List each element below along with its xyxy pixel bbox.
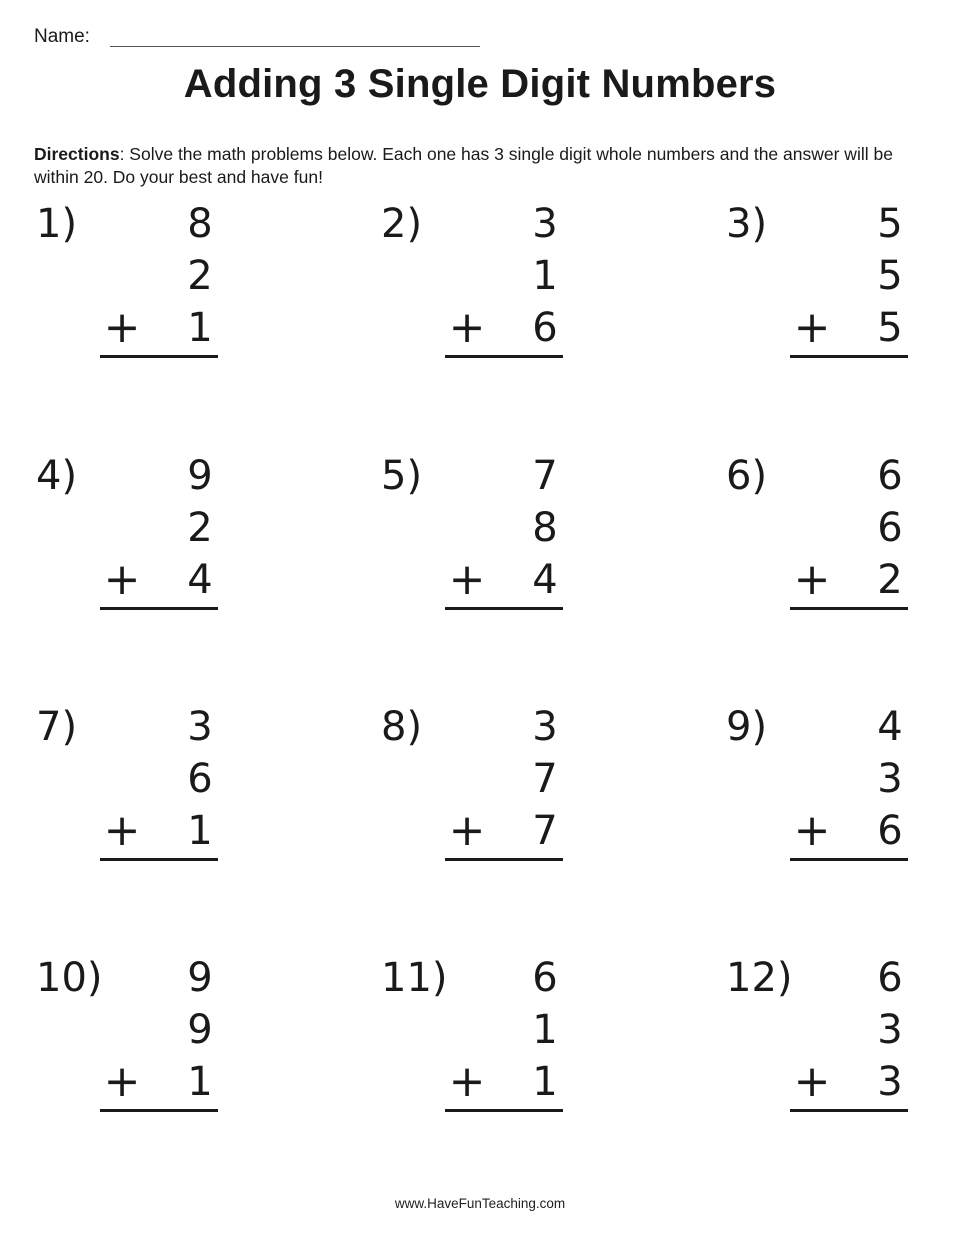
addend-1: 7 <box>532 453 558 499</box>
problem-9 <box>726 703 910 883</box>
addend-3: 6 <box>532 305 558 351</box>
worksheet-title: Adding 3 Single Digit Numbers <box>183 62 777 106</box>
addend-3: 7 <box>532 808 558 854</box>
addend-3: 5 <box>877 305 903 351</box>
problem-number: 6) <box>726 453 768 499</box>
answer-line <box>100 607 218 610</box>
problem-11 <box>381 954 565 1134</box>
addend-2: 1 <box>532 1007 558 1053</box>
problem-number: 7) <box>36 704 78 750</box>
plus-sign: + <box>448 805 486 856</box>
plus-sign: + <box>103 1056 141 1107</box>
addend-2: 1 <box>532 253 558 299</box>
addend-2: 3 <box>877 756 903 802</box>
addend-1: 4 <box>877 704 903 750</box>
answer-line <box>100 858 218 861</box>
problem-number: 5) <box>381 453 423 499</box>
answer-line <box>790 607 908 610</box>
answer-line <box>445 355 563 358</box>
addend-2: 6 <box>187 756 213 802</box>
addend-1: 3 <box>187 704 213 750</box>
plus-sign: + <box>448 302 486 353</box>
problem-8 <box>381 703 565 883</box>
addend-3: 1 <box>532 1059 558 1105</box>
problem-number: 8) <box>381 704 423 750</box>
problem-number: 2) <box>381 201 423 247</box>
plus-sign: + <box>793 1056 831 1107</box>
problem-number: 4) <box>36 453 78 499</box>
plus-sign: + <box>448 1056 486 1107</box>
plus-sign: + <box>793 302 831 353</box>
problem-number: 12) <box>726 955 793 1001</box>
problem-number: 1) <box>36 201 78 247</box>
addend-1: 6 <box>532 955 558 1001</box>
problem-1 <box>36 200 220 380</box>
addend-1: 6 <box>877 453 903 499</box>
problem-number: 10) <box>36 955 103 1001</box>
problem-6 <box>726 452 910 632</box>
addend-1: 3 <box>532 201 558 247</box>
addend-1: 9 <box>187 453 213 499</box>
addend-3: 4 <box>532 557 558 603</box>
plus-sign: + <box>103 554 141 605</box>
answer-line <box>100 355 218 358</box>
addend-2: 5 <box>877 253 903 299</box>
answer-line <box>445 1109 563 1112</box>
answer-line <box>445 858 563 861</box>
addend-3: 3 <box>877 1059 903 1105</box>
addend-1: 3 <box>532 704 558 750</box>
addend-2: 3 <box>877 1007 903 1053</box>
addend-3: 6 <box>877 808 903 854</box>
addend-1: 9 <box>187 955 213 1001</box>
answer-line <box>445 607 563 610</box>
problem-12 <box>726 954 910 1134</box>
addend-3: 1 <box>187 305 213 351</box>
addend-2: 8 <box>532 505 558 551</box>
answer-line <box>790 1109 908 1112</box>
answer-line <box>100 1109 218 1112</box>
problem-number: 11) <box>381 955 448 1001</box>
directions-text: : Solve the math problems below. Each one has 3 single digit whole numbers and the answer will be within 20. Do your best and have fun! <box>34 144 893 187</box>
problem-5 <box>381 452 565 632</box>
plus-sign: + <box>103 805 141 856</box>
addend-2: 7 <box>532 756 558 802</box>
directions-label: Directions <box>34 144 120 164</box>
answer-line <box>790 858 908 861</box>
addend-2: 6 <box>877 505 903 551</box>
problem-number: 9) <box>726 704 768 750</box>
plus-sign: + <box>793 805 831 856</box>
addend-2: 9 <box>187 1007 213 1053</box>
addend-2: 2 <box>187 253 213 299</box>
addend-3: 1 <box>187 1059 213 1105</box>
footer-website: www.HaveFunTeaching.com <box>394 1196 566 1211</box>
addend-3: 2 <box>877 557 903 603</box>
plus-sign: + <box>793 554 831 605</box>
addend-1: 6 <box>877 955 903 1001</box>
problem-4 <box>36 452 220 632</box>
addend-3: 1 <box>187 808 213 854</box>
addend-1: 5 <box>877 201 903 247</box>
problem-3 <box>726 200 910 380</box>
addend-2: 2 <box>187 505 213 551</box>
problem-10 <box>36 954 220 1134</box>
answer-line <box>790 355 908 358</box>
name-label: Name: <box>34 26 90 47</box>
addend-3: 4 <box>187 557 213 603</box>
problem-number: 3) <box>726 201 768 247</box>
plus-sign: + <box>448 554 486 605</box>
problem-2 <box>381 200 565 380</box>
plus-sign: + <box>103 302 141 353</box>
problem-7 <box>36 703 220 883</box>
addend-1: 8 <box>187 201 213 247</box>
